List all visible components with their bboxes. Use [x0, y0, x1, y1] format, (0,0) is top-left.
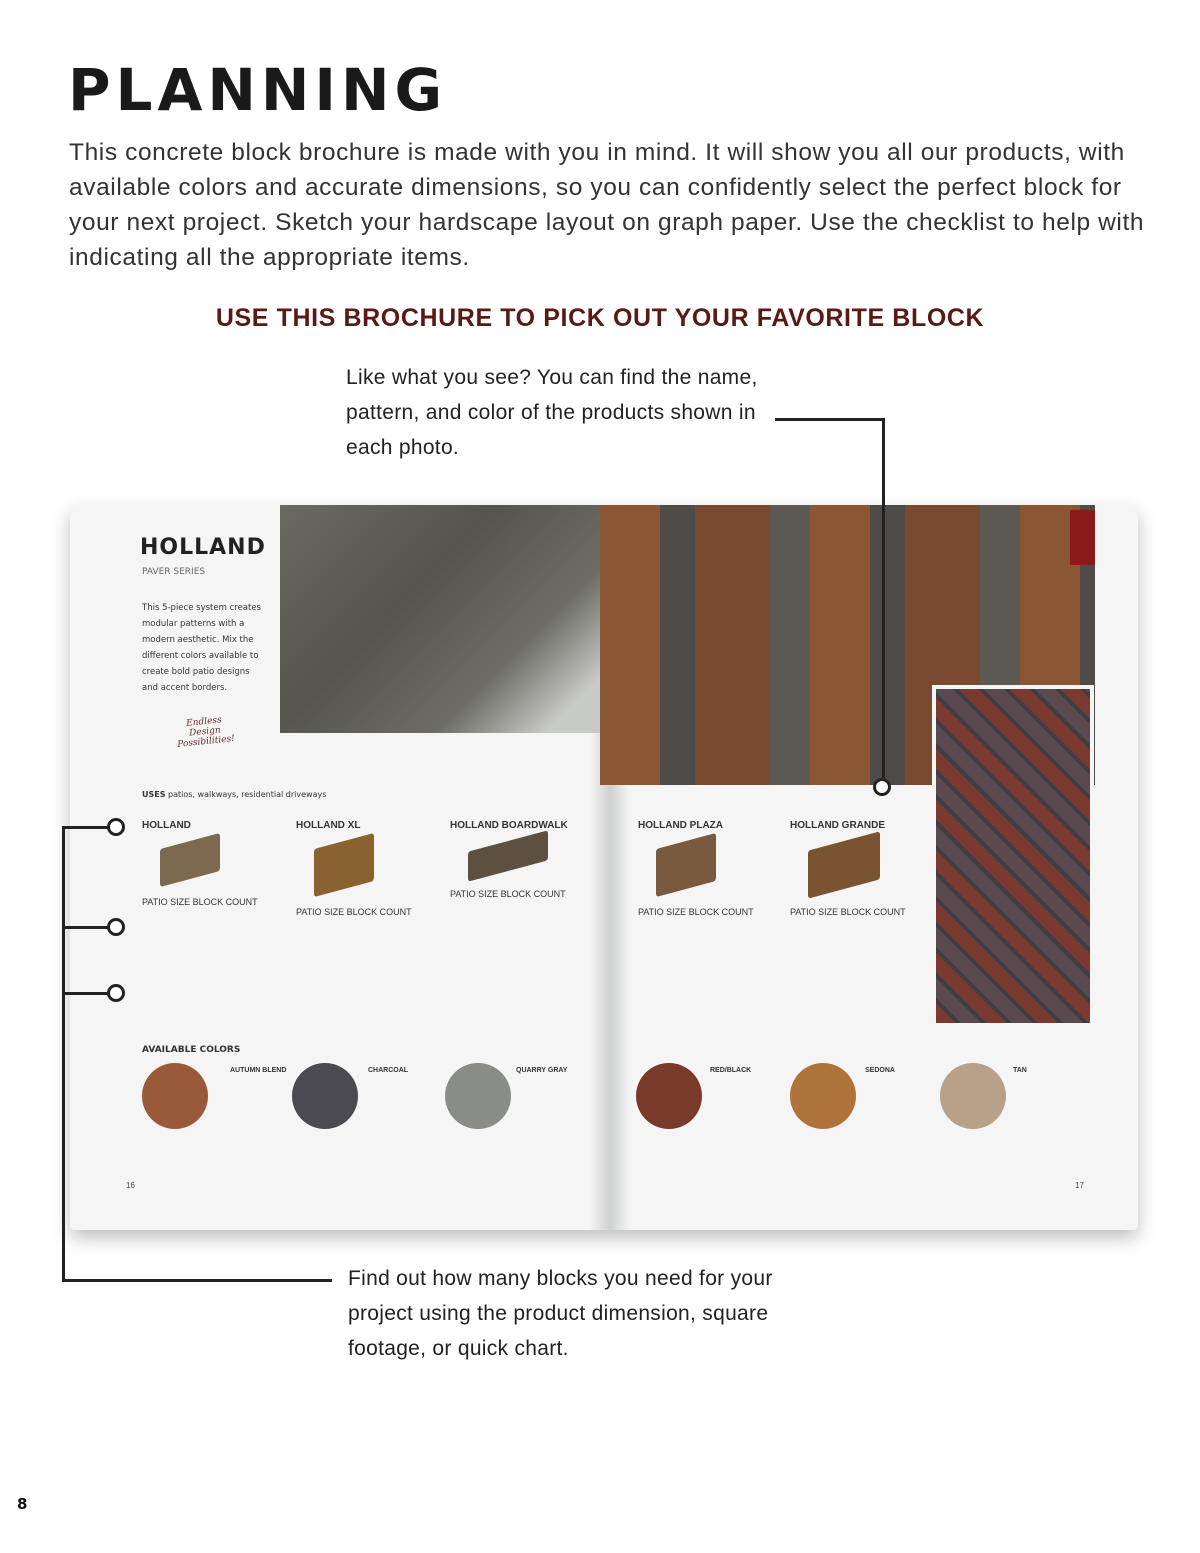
product-holland-grande — [790, 820, 906, 917]
callout-marker-product-name — [107, 818, 125, 836]
brochure-series-title: HOLLAND — [140, 535, 266, 560]
uses-label: USES — [142, 790, 166, 799]
callout-marker-weight — [107, 918, 125, 936]
color-name: SEDONA — [865, 1067, 895, 1074]
intro-paragraph: This concrete block brochure is made with you in mind. It will show you all our products, with available colors and accurate dimensions, so you can confidently select the perfect block for your next project. Sketch your hardscape layout on graph paper. Use the checklist to help with indicating all the appropriate items. — [69, 139, 1145, 271]
callout-photo-info: Like what you see? You can find the name, pattern, and color of the products shown in each photo. — [346, 366, 758, 459]
uses-text: patios, walkways, residential driveways — [168, 790, 327, 799]
brochure-script-note: Endless Design Possibilities! — [176, 715, 236, 750]
brochure-page-number-right: 17 — [1075, 1181, 1084, 1190]
color-name: TAN — [1013, 1067, 1027, 1074]
connector-line — [882, 418, 885, 778]
product-name: HOLLAND BOARDWALK — [450, 820, 568, 831]
patio-header: PATIO SIZE BLOCK COUNT — [790, 907, 906, 917]
color-name: CHARCOAL — [368, 1067, 409, 1074]
product-holland-boardwalk — [450, 820, 568, 899]
callout-marker-photo — [873, 778, 891, 796]
color-swatch-quarry-gray — [445, 1063, 511, 1129]
product-holland-xl — [296, 820, 412, 917]
callout-marker-block-count — [107, 984, 125, 1002]
brochure-page-number-left: 16 — [126, 1181, 135, 1190]
bracket-line — [62, 826, 65, 1282]
connector-line — [775, 418, 885, 421]
product-name: HOLLAND GRANDE — [790, 820, 885, 831]
patio-header: PATIO SIZE BLOCK COUNT — [638, 907, 754, 917]
color-name: AUTUMN BLEND — [230, 1067, 287, 1074]
callout-block-count: Find out how many blocks you need for your project using the product dimension, square footage, or quick chart. — [348, 1267, 773, 1360]
brochure-series-subtitle: PAVER SERIES — [142, 567, 206, 577]
product-name: HOLLAND PLAZA — [638, 820, 723, 831]
color-swatch-red-black — [636, 1063, 702, 1129]
brochure-tab-marker — [1070, 510, 1095, 565]
herringbone-photo — [932, 685, 1094, 1027]
product-holland-plaza — [638, 820, 754, 917]
brochure-spread-image — [70, 505, 1138, 1230]
page-number: 8 — [17, 1495, 28, 1513]
color-swatch-tan — [940, 1063, 1006, 1129]
bracket-line — [62, 1279, 332, 1282]
product-name: HOLLAND — [142, 820, 191, 831]
patio-header: PATIO SIZE BLOCK COUNT — [296, 907, 412, 917]
page-title: PLANNING — [68, 56, 448, 124]
available-colors-label: AVAILABLE COLORS — [142, 1045, 241, 1055]
section-subheading: USE THIS BROCHURE TO PICK OUT YOUR FAVORITE BLOCK — [215, 304, 985, 332]
color-swatch-sedona — [790, 1063, 856, 1129]
product-name: HOLLAND XL — [296, 820, 361, 831]
patio-header: PATIO SIZE BLOCK COUNT — [142, 897, 258, 907]
patio-photo-gray — [280, 505, 600, 733]
brochure-description: This 5-piece system creates modular patterns with a modern aesthetic. Mix the different colors available to create bold patio designs and accent borders. — [142, 603, 261, 693]
brochure-uses — [142, 790, 326, 799]
color-swatch-charcoal — [292, 1063, 358, 1129]
color-name: QUARRY GRAY — [516, 1067, 568, 1074]
patio-header: PATIO SIZE BLOCK COUNT — [450, 889, 566, 899]
product-holland — [142, 820, 258, 907]
color-swatch-autumn-blend — [142, 1063, 208, 1129]
color-name: RED/BLACK — [710, 1067, 752, 1074]
bracket-line — [62, 926, 110, 929]
bracket-line — [62, 826, 110, 829]
bracket-line — [62, 992, 110, 995]
